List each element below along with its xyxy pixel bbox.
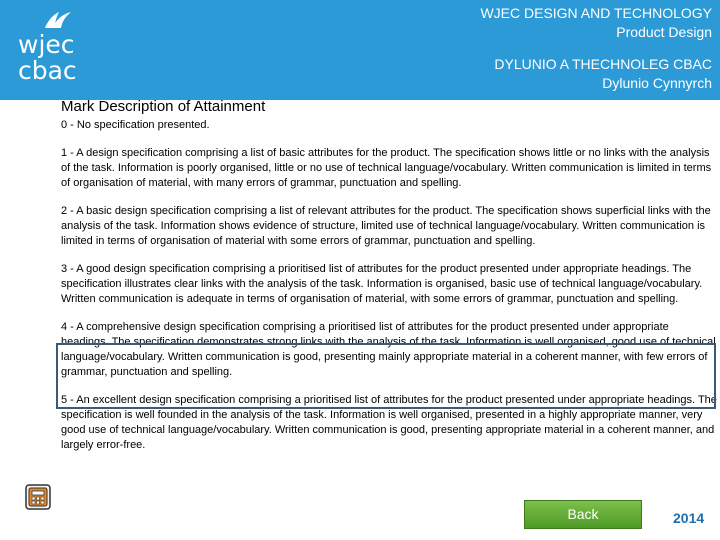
logo-feather-icon xyxy=(43,10,73,30)
title-welsh xyxy=(494,55,712,93)
level-text: - A basic design specification comprising a list of relevant attributes for the product. The specification shows superficial links with the analysis of the task. Information shows evidence of structure, limited use of technical language/vocabulary. Written communication is limited in terms of organisation of material with some errors of grammar, punctuation and spelling. xyxy=(61,205,711,247)
level-3 xyxy=(61,262,717,307)
header-banner xyxy=(0,0,720,100)
level-number: 0 xyxy=(61,119,68,131)
title-cy-line2: Dylunio Cynnyrch xyxy=(602,75,712,91)
level-text: - A good design specification comprising a prioritised list of attributes for the product presented under appropriate headings. The specification illustrates clear links with the analysis of the task. Information is organised, basic use of technical language/vocabulary. Written communication is adequate in terms of organisation of material, with some errors of grammar, punctuation and spelling. xyxy=(61,263,703,305)
mark-descriptions xyxy=(61,118,717,466)
level-number: 5 xyxy=(61,394,68,406)
title-english xyxy=(480,4,712,42)
calculator-icon[interactable] xyxy=(25,484,51,510)
level-number: 1 xyxy=(61,147,68,159)
logo-text-bottom: cbac xyxy=(18,56,77,85)
level-text: - No specification presented. xyxy=(67,119,210,131)
level-2 xyxy=(61,204,717,249)
title-cy-line1: DYLUNIO A THECHNOLEG CBAC xyxy=(494,56,712,72)
level-0 xyxy=(61,118,717,133)
level-text: - A comprehensive design specification comprising a prioritised list of attributes for the product presented under appropriate headings. The specification demonstrates strong links with the analysis of the task. Information is well organised, good use of technical language/vocabulary. Written communication is good, presenting mainly appropriate material in a coherent manner, with few errors of grammar, punctuation and spelling. xyxy=(61,321,716,378)
level-number: 2 xyxy=(61,205,68,217)
wjec-cbac-logo xyxy=(18,10,92,90)
level-number: 4 xyxy=(61,321,68,333)
title-en-line2: Product Design xyxy=(616,24,712,40)
level-4-highlight-box xyxy=(56,343,716,409)
logo-text-top: wjec xyxy=(18,30,75,59)
level-text: - A design specification comprising a list of basic attributes for the product. The specification shows little or no links with the analysis of the task. Information is poorly organised, little or no use of technical language/vocabulary. Written communication is limited in terms of organisation of material, with many errors of grammar, punctuation and spelling. xyxy=(61,147,712,189)
title-en-line1: WJEC DESIGN AND TECHNOLOGY xyxy=(480,5,712,21)
level-text: - An excellent design specification comprising a prioritised list of attributes for the product presented under appropriate headings. The specification is well founded in the analysis of the task. Information is well organised, presented in a highly appropriate manner, very good use of technical language/vocabulary. Written communication is good, presenting appropriate material in a coherent manner, and largely error-free. xyxy=(61,394,717,451)
section-heading: Mark Description of Attainment xyxy=(61,98,266,115)
back-button[interactable]: Back xyxy=(524,500,642,529)
level-1 xyxy=(61,146,717,191)
year-label: 2014 xyxy=(673,510,705,526)
level-number: 3 xyxy=(61,263,68,275)
